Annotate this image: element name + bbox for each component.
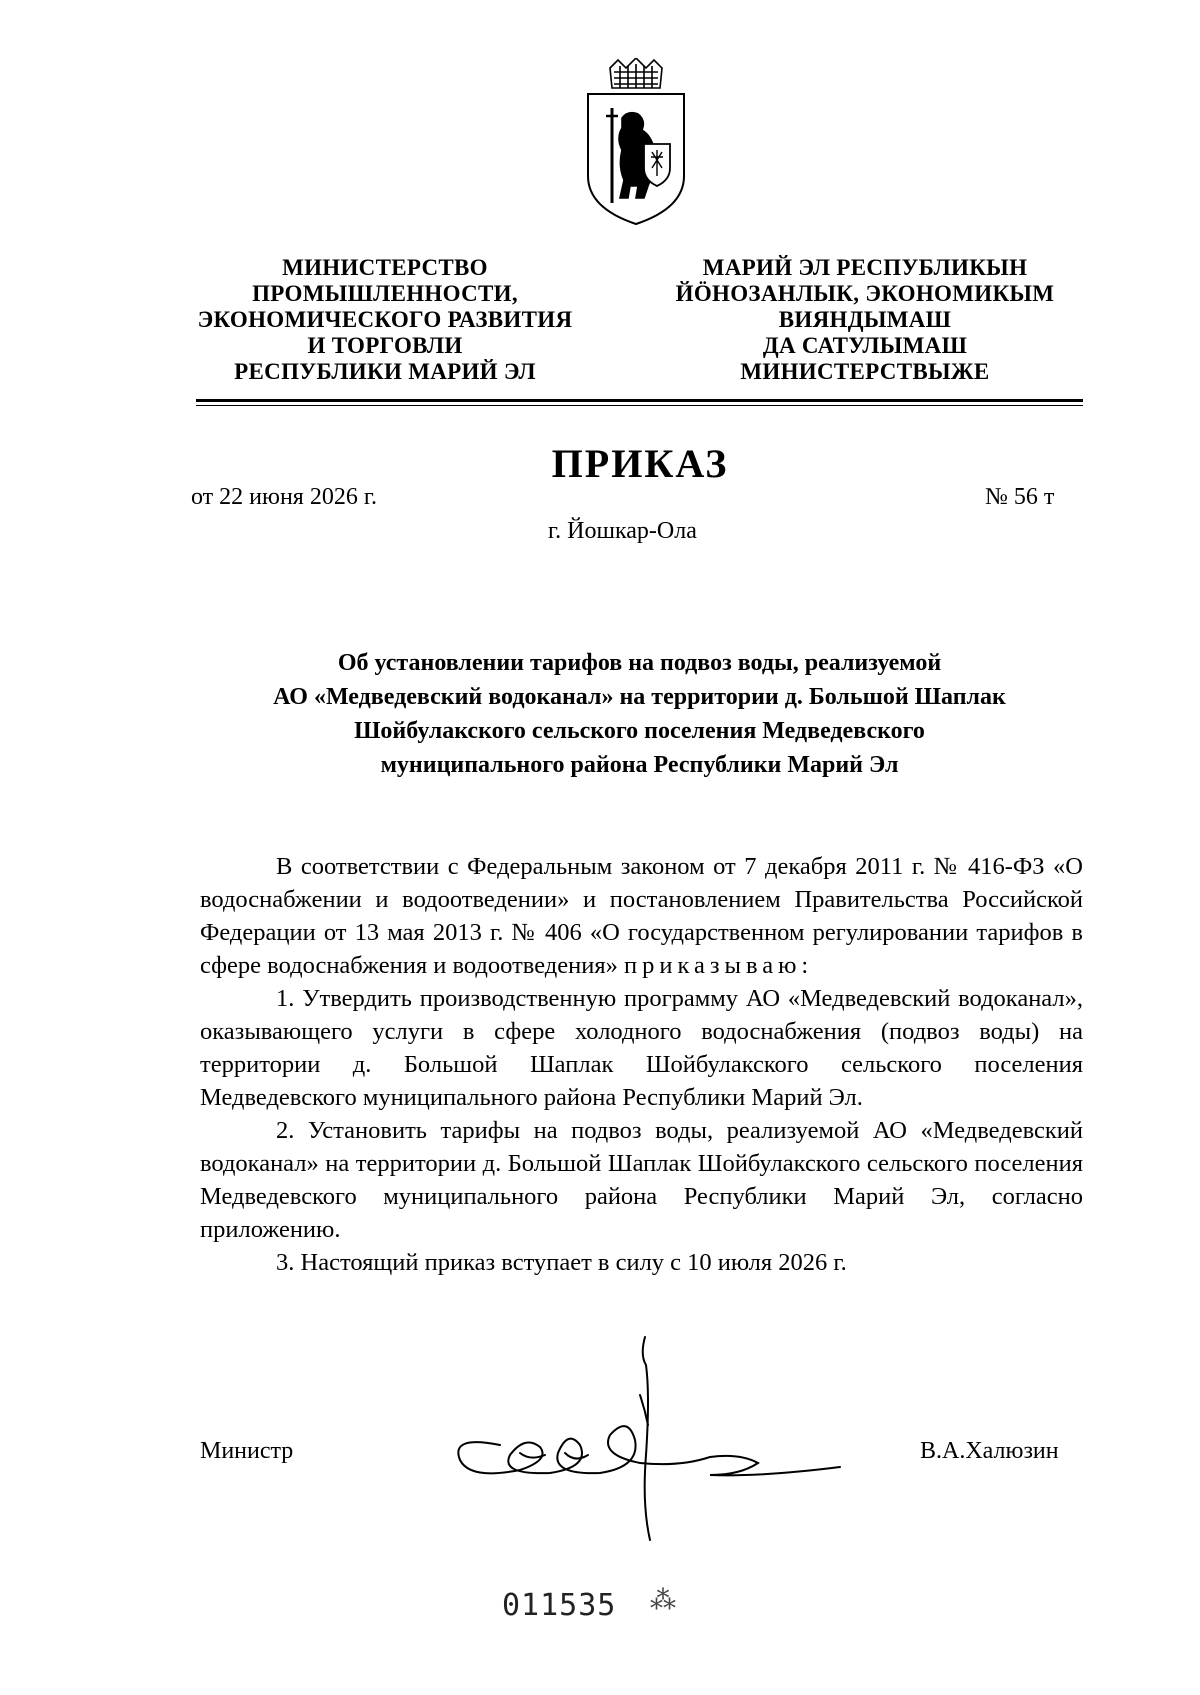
signatory-name: В.А.Халюзин — [920, 1438, 1059, 1464]
order-date: от 22 июня 2026 г. — [191, 484, 377, 510]
header-right-line: ЙӦНОЗАНЛЫК, ЭКОНОМИКЫМ — [675, 281, 1055, 306]
ministry-name-mari — [645, 255, 1085, 385]
preamble-paragraph — [200, 850, 1083, 982]
handwritten-signature — [440, 1335, 860, 1555]
document-type-heading: ПРИКАЗ — [551, 441, 729, 486]
ministry-name-russian — [180, 255, 590, 385]
header-rule-thick — [196, 399, 1083, 402]
header-right-line: ДА САТУЛЫМАШ — [762, 333, 968, 358]
header-right-line: ВИЯНДЫМАШ — [778, 307, 952, 332]
order-body — [200, 850, 1083, 1279]
header-right-line: МАРИЙ ЭЛ РЕСПУБЛИКЫН — [702, 255, 1028, 280]
header-left-line: РЕСПУБЛИКИ МАРИЙ ЭЛ — [234, 359, 536, 384]
signatory-position: Министр — [200, 1438, 294, 1464]
header-right-line: МИНИСТЕРСТВЫЖЕ — [740, 359, 990, 384]
header-rule-thin — [196, 405, 1083, 406]
prikazyvayu-word: приказываю: — [623, 952, 814, 979]
item-1: 1. Утвердить производственную программу АО «Медведевский водоканал», оказывающего услуги в сфере холодного водоснабжения (подвоз воды) на территории д. Большой Шаплак Шойбулакского сельского поселения Медведевского муниципального района Республики Марий Эл. — [200, 985, 1083, 1111]
title-line: Об установлении тарифов на подвоз воды, реализуемой — [337, 650, 942, 676]
header-left-line: МИНИСТЕРСТВО — [282, 255, 488, 280]
order-city: г. Йошкар-Ола — [548, 518, 697, 544]
item-2: 2. Установить тарифы на подвоз воды, реализуемой АО «Медведевский водоканал» на территории д. Большой Шаплак Шойбулакского сельского поселения Медведевского муниципального района Республики Марий Эл, согласно приложению. — [200, 1117, 1083, 1243]
registration-number-stamp: 011535 — [502, 1588, 617, 1623]
title-line: АО «Медведевский водоканал» на территории д. Большой Шаплак — [273, 684, 1006, 710]
header-left-line: ПРОМЫШЛЕННОСТИ, — [252, 281, 518, 306]
order-title — [196, 646, 1083, 782]
preamble-text: В соответствии с Федеральным законом от 7 декабря 2011 г. № 416-ФЗ «О водоснабжении и водоотведении» и постановлением Правительства Российской Федерации от 13 мая 2013 г. № 406 «О государственном регулировании тарифов в сфере водоснабжения и водоотведения» — [200, 853, 1083, 979]
item-3: 3. Настоящий приказ вступает в силу с 10 июля 2026 г. — [276, 1249, 847, 1276]
title-line: Шойбулакского сельского поселения Медведевского — [354, 718, 925, 744]
coat-of-arms-emblem — [582, 58, 690, 226]
stamp-asterism-mark: ⁂ — [650, 1586, 676, 1615]
header-left-line: ЭКОНОМИЧЕСКОГО РАЗВИТИЯ — [197, 307, 573, 332]
header-left-line: И ТОРГОВЛИ — [307, 333, 463, 358]
order-number: № 56 т — [985, 484, 1055, 510]
title-line: муниципального района Республики Марий Эл — [380, 752, 899, 778]
